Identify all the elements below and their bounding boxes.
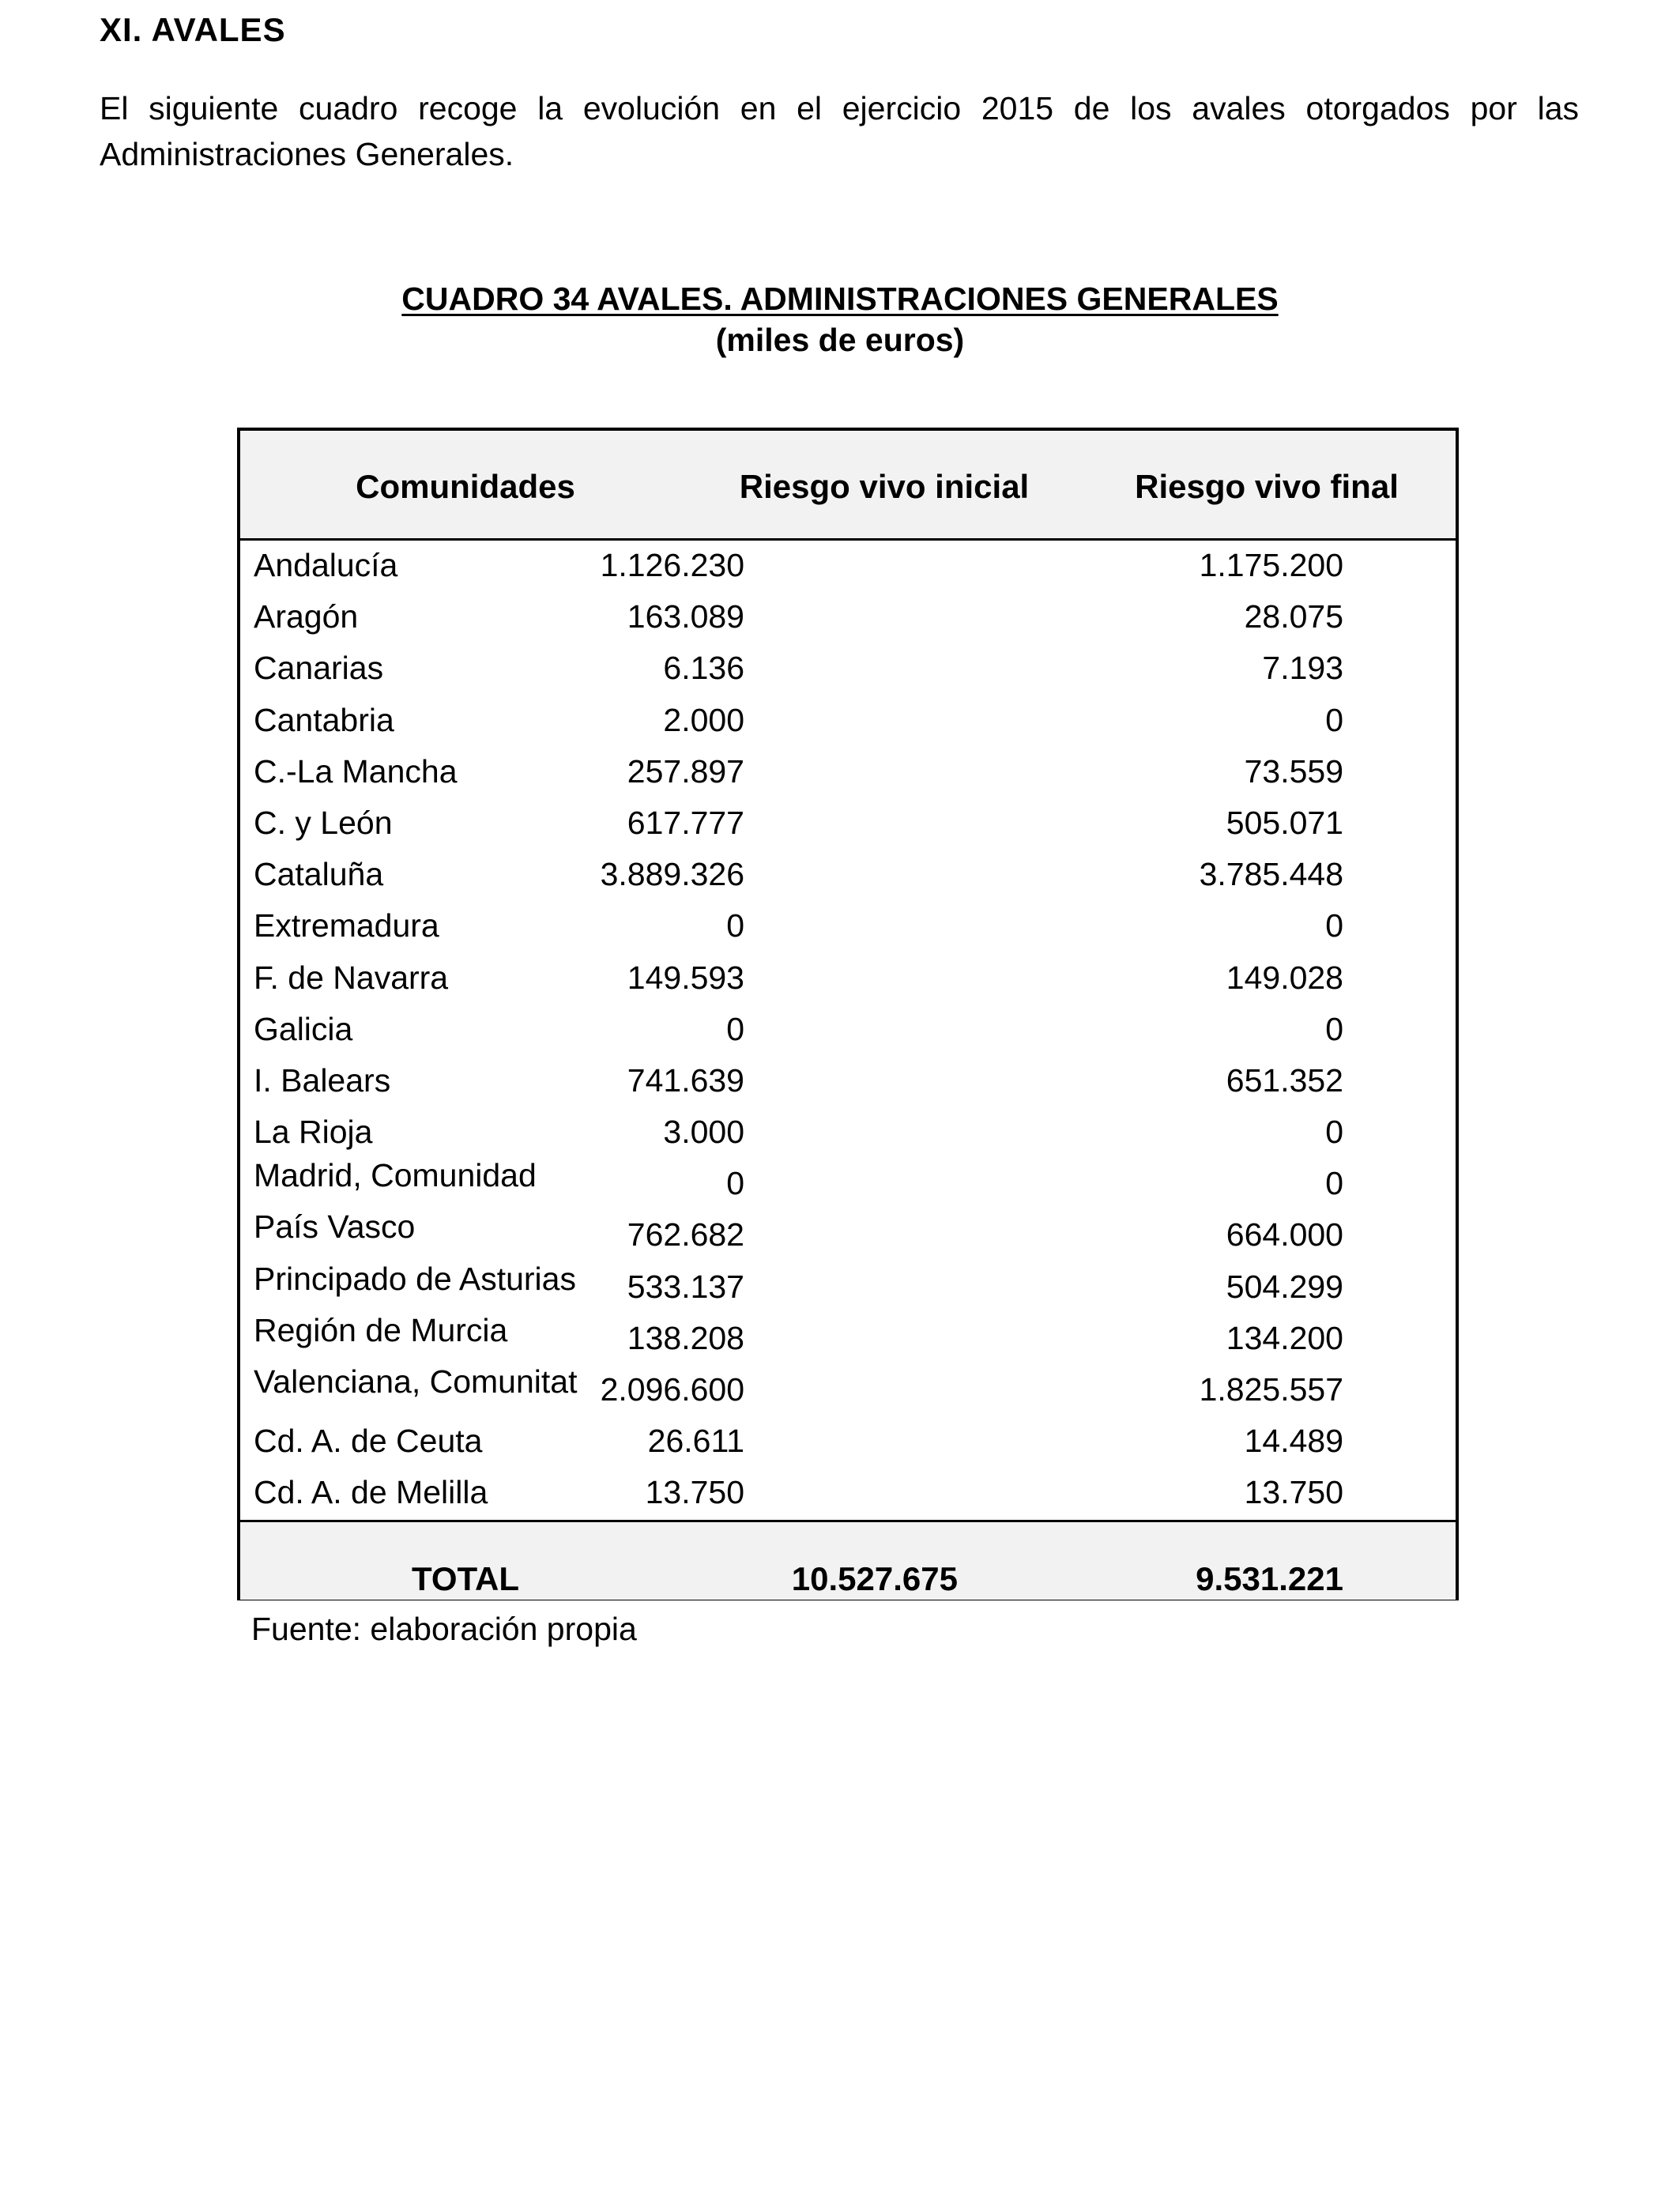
row-riesgo-final: 149.028 [1226, 959, 1343, 996]
row-riesgo-final: 28.075 [1244, 598, 1343, 635]
table-body [240, 541, 1456, 1520]
row-riesgo-final: 651.352 [1226, 1061, 1343, 1099]
intro-paragraph: El siguiente cuadro recoge la evolución en el ejercicio 2015 de los avales otorgados por las Administraciones Generales. [100, 90, 1579, 172]
row-comunidad: Región de Murcia [254, 1311, 508, 1348]
row-comunidad: Canarias [254, 650, 384, 687]
row-comunidad: Cd. A. de Melilla [254, 1474, 488, 1511]
row-riesgo-final: 664.000 [1226, 1216, 1343, 1253]
avales-table [237, 428, 1459, 1600]
row-riesgo-final: 0 [1325, 1165, 1343, 1202]
section-title: XI. AVALES [100, 11, 286, 48]
row-riesgo-inicial: 26.611 [647, 1423, 744, 1460]
total-final: 9.531.221 [1196, 1560, 1343, 1597]
row-comunidad: C. y León [254, 804, 393, 841]
row-riesgo-final: 505.071 [1226, 804, 1343, 841]
row-comunidad: Cantabria [254, 701, 394, 738]
row-riesgo-final: 0 [1325, 701, 1343, 738]
row-riesgo-final: 0 [1325, 1114, 1343, 1151]
table-subtitle: (miles de euros) [715, 322, 965, 358]
table-row [240, 1468, 1456, 1519]
row-comunidad: La Rioja [254, 1114, 373, 1151]
table-row [240, 696, 1456, 747]
row-riesgo-final: 1.825.557 [1199, 1371, 1343, 1408]
table-title: CUADRO 34 AVALES. ADMINISTRACIONES GENERALES [401, 281, 1279, 317]
table-row [240, 1159, 1456, 1210]
row-riesgo-final: 0 [1325, 1010, 1343, 1047]
table-row [240, 1056, 1456, 1107]
row-riesgo-final: 13.750 [1244, 1474, 1343, 1511]
row-riesgo-inicial: 762.682 [627, 1216, 744, 1253]
row-comunidad: País Vasco [254, 1208, 416, 1246]
total-inicial: 10.527.675 [791, 1560, 958, 1597]
row-riesgo-inicial: 1.126.230 [600, 547, 744, 583]
row-riesgo-final: 0 [1325, 907, 1343, 944]
table-source: Fuente: elaboración propia [251, 1611, 637, 1647]
header-riesgo-final: Riesgo vivo final [1135, 468, 1399, 505]
row-riesgo-final: 73.559 [1244, 752, 1343, 790]
row-comunidad: Cataluña [254, 856, 384, 893]
table-row [240, 643, 1456, 695]
table-header [240, 431, 1456, 541]
table-caption [0, 278, 1680, 360]
row-riesgo-inicial: 0 [726, 1010, 744, 1047]
row-comunidad: Madrid, Comunidad [254, 1157, 537, 1194]
row-riesgo-inicial: 163.089 [627, 598, 744, 635]
row-comunidad: F. de Navarra [254, 959, 449, 996]
total-label: TOTAL [411, 1560, 520, 1597]
table-row [240, 798, 1456, 850]
row-riesgo-inicial: 149.593 [627, 959, 744, 996]
row-riesgo-final: 504.299 [1226, 1268, 1343, 1305]
table-row [240, 901, 1456, 952]
row-riesgo-final: 1.175.200 [1199, 547, 1343, 583]
row-riesgo-inicial: 741.639 [627, 1061, 744, 1099]
row-riesgo-inicial: 617.777 [627, 804, 744, 841]
table-row [240, 541, 1456, 592]
table-row [240, 1005, 1456, 1056]
row-riesgo-final: 134.200 [1226, 1319, 1343, 1356]
row-riesgo-final: 7.193 [1262, 650, 1343, 687]
row-comunidad: Andalucía [254, 547, 398, 583]
row-riesgo-inicial: 13.750 [645, 1474, 744, 1511]
row-riesgo-inicial: 0 [726, 907, 744, 944]
row-comunidad: Cd. A. de Ceuta [254, 1423, 483, 1460]
table-total-row [240, 1520, 1456, 1600]
row-riesgo-inicial: 0 [726, 1165, 744, 1202]
row-riesgo-inicial: 3.889.326 [600, 856, 744, 893]
row-riesgo-inicial: 257.897 [627, 752, 744, 790]
row-comunidad: Principado de Asturias [254, 1260, 576, 1297]
row-comunidad: C.-La Mancha [254, 752, 458, 790]
table-row [240, 1365, 1456, 1416]
row-comunidad: Galicia [254, 1010, 353, 1047]
row-riesgo-inicial: 2.096.600 [600, 1371, 744, 1408]
table-row [240, 953, 1456, 1005]
row-riesgo-inicial: 138.208 [627, 1319, 744, 1356]
table-row [240, 747, 1456, 798]
header-comunidades: Comunidades [356, 468, 575, 505]
header-riesgo-inicial: Riesgo vivo inicial [739, 468, 1030, 505]
row-riesgo-inicial: 3.000 [663, 1114, 744, 1151]
row-comunidad: I. Balears [254, 1061, 391, 1099]
row-comunidad: Extremadura [254, 907, 439, 944]
row-comunidad: Aragón [254, 598, 359, 635]
row-riesgo-inicial: 533.137 [627, 1268, 744, 1305]
table-row [240, 1416, 1456, 1468]
row-riesgo-final: 14.489 [1244, 1423, 1343, 1460]
row-riesgo-inicial: 6.136 [663, 650, 744, 687]
row-riesgo-final: 3.785.448 [1199, 856, 1343, 893]
row-comunidad: Valenciana, Comunitat [254, 1363, 578, 1400]
table-row [240, 592, 1456, 643]
row-riesgo-inicial: 2.000 [663, 701, 744, 738]
table-row [240, 850, 1456, 901]
